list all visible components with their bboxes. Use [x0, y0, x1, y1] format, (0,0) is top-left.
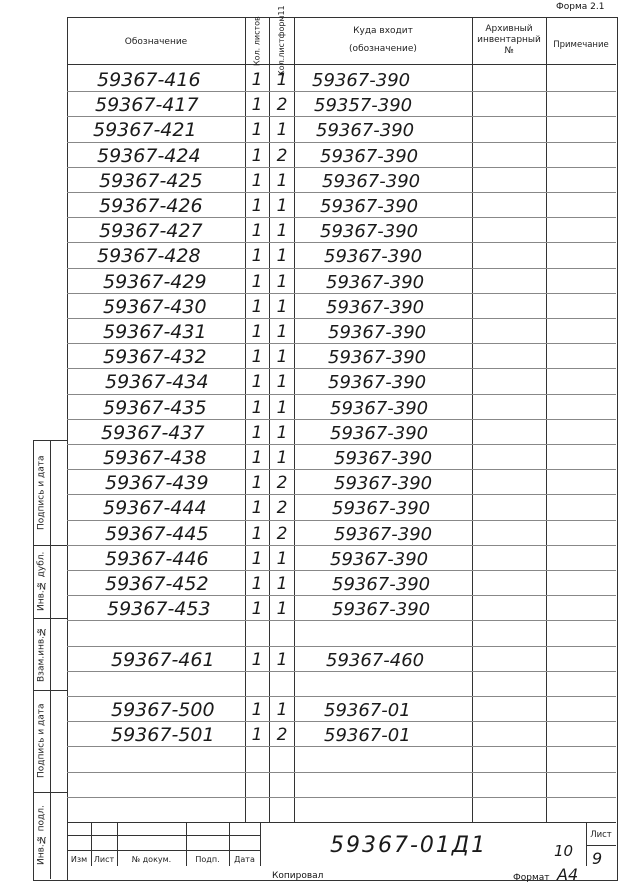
row-format: 1	[276, 322, 288, 342]
format-value: А4	[557, 865, 579, 884]
row-sheets: 1	[251, 246, 263, 266]
row-designation: 59367-430	[103, 296, 207, 318]
margin-number: 10	[554, 842, 574, 860]
row-goes-into: 59367-01	[324, 700, 411, 721]
row-goes-into: 59367-390	[332, 498, 431, 519]
table-row	[67, 296, 616, 318]
table-row	[67, 649, 616, 671]
tb-col-izm: Изм	[70, 855, 88, 864]
table-row	[67, 497, 616, 519]
row-goes-into: 59367-390	[320, 221, 419, 242]
row-goes-into: 59367-390	[334, 524, 433, 545]
row-format: 1	[276, 120, 288, 140]
row-format: 2	[276, 498, 288, 518]
row-sheets: 1	[251, 549, 263, 569]
row-designation: 59367-431	[103, 321, 207, 343]
row-designation: 59367-424	[97, 145, 201, 167]
row-sheets: 1	[251, 599, 263, 619]
row-sheets: 1	[251, 372, 263, 392]
row-sheets: 1	[251, 272, 263, 292]
row-sheets: 1	[251, 120, 263, 140]
row-sheets: 1	[251, 347, 263, 367]
row-sheets: 1	[251, 650, 263, 670]
table-row	[67, 422, 616, 444]
side-replace-inv: Взам.инв.№	[36, 625, 47, 683]
row-goes-into: 59367-390	[324, 246, 423, 267]
row-goes-into: 59367-390	[322, 171, 421, 192]
row-goes-into: 59367-390	[330, 549, 429, 570]
row-format: 1	[276, 599, 288, 619]
row-sheets: 1	[251, 171, 263, 191]
row-format: 1	[276, 549, 288, 569]
row-format: 2	[276, 725, 288, 745]
tb-col-doc: № докум.	[131, 855, 172, 864]
row-designation: 59367-461	[111, 649, 215, 671]
row-sheets: 1	[251, 473, 263, 493]
row-goes-into: 59367-390	[312, 70, 411, 91]
col-header-designation: Обозначение	[124, 37, 188, 47]
row-sheets: 1	[251, 398, 263, 418]
row-format: 1	[276, 398, 288, 418]
row-designation: 59367-428	[97, 245, 201, 267]
row-goes-into: 59367-01	[324, 725, 411, 746]
doc-number: 59367-01Д1	[330, 833, 488, 858]
col-header-goes-into-sub: (обозначение)	[349, 44, 417, 54]
row-designation: 59367-500	[111, 699, 215, 721]
row-designation: 59367-445	[105, 523, 209, 545]
row-designation: 59367-417	[95, 94, 199, 116]
table-row	[67, 724, 616, 746]
row-format: 1	[276, 221, 288, 241]
row-format: 1	[276, 347, 288, 367]
row-goes-into: 59367-390	[328, 372, 427, 393]
table-row	[67, 548, 616, 570]
form-label: Форма 2.1	[556, 2, 605, 12]
format-label: Формат	[513, 873, 550, 883]
row-format: 1	[276, 372, 288, 392]
row-sheets: 1	[251, 423, 263, 443]
table-row	[67, 674, 616, 696]
table-row	[67, 195, 616, 217]
row-sheets: 1	[251, 70, 263, 90]
row-sheets: 1	[251, 448, 263, 468]
sheet-label: Лист	[590, 830, 612, 840]
row-goes-into: 59367-390	[330, 423, 429, 444]
row-sheets: 1	[251, 95, 263, 115]
side-sign-date-top: Подпись и дата	[36, 455, 47, 530]
row-designation: 59367-435	[103, 397, 207, 419]
row-format: 1	[276, 272, 288, 292]
row-designation: 59367-446	[105, 548, 209, 570]
row-designation: 59367-425	[99, 170, 203, 192]
row-goes-into: 59367-390	[326, 297, 425, 318]
table-row	[67, 573, 616, 595]
row-format: 2	[276, 473, 288, 493]
row-sheets: 1	[251, 700, 263, 720]
table-row	[67, 371, 616, 393]
row-sheets: 1	[251, 221, 263, 241]
table-row	[67, 170, 616, 192]
row-sheets: 1	[251, 574, 263, 594]
row-format: 1	[276, 650, 288, 670]
row-format: 1	[276, 423, 288, 443]
side-inv-dup: Инв.№ дубл.	[36, 551, 47, 612]
table-row	[67, 245, 616, 267]
row-designation: 59367-452	[105, 573, 209, 595]
row-sheets: 1	[251, 196, 263, 216]
sheet-number: 9	[592, 849, 603, 868]
col-header-notes: Примечание	[553, 40, 609, 50]
row-sheets: 1	[251, 725, 263, 745]
row-format: 1	[276, 171, 288, 191]
row-designation: 59367-438	[103, 447, 207, 469]
row-sheets: 1	[251, 498, 263, 518]
row-format: 1	[276, 574, 288, 594]
row-goes-into: 59367-390	[330, 398, 429, 419]
table-row	[67, 472, 616, 494]
table-row	[67, 94, 616, 116]
row-sheets: 1	[251, 322, 263, 342]
table-row	[67, 69, 616, 91]
table-row	[67, 145, 616, 167]
row-designation: 59367-421	[93, 119, 197, 141]
table-row	[67, 699, 616, 721]
row-designation: 59367-429	[103, 271, 207, 293]
row-sheets: 1	[251, 524, 263, 544]
row-goes-into: 59367-460	[326, 650, 425, 671]
side-inv-orig: Инв.№ подл.	[36, 805, 47, 866]
row-designation: 59367-437	[101, 422, 205, 444]
tb-col-sign: Подп.	[195, 855, 220, 864]
row-format: 1	[276, 70, 288, 90]
table-row	[67, 346, 616, 368]
col-header-format: Кол.листформ11	[277, 5, 286, 77]
row-goes-into: 59367-390	[334, 473, 433, 494]
row-designation: 59367-439	[105, 472, 209, 494]
table-row	[67, 119, 616, 141]
tb-col-list: Лист	[93, 855, 115, 864]
row-goes-into: 59367-390	[328, 347, 427, 368]
row-format: 1	[276, 246, 288, 266]
row-format: 1	[276, 448, 288, 468]
tb-col-date: Дата	[234, 855, 255, 864]
copied-label: Копировал	[272, 871, 324, 881]
row-goes-into: 59367-390	[328, 322, 427, 343]
table-row	[67, 523, 616, 545]
row-format: 1	[276, 700, 288, 720]
side-sign-date-bottom: Подпись и дата	[36, 703, 47, 779]
row-goes-into: 59367-390	[334, 448, 433, 469]
row-designation: 59367-453	[107, 598, 211, 620]
row-format: 1	[276, 297, 288, 317]
table-row	[67, 321, 616, 343]
row-goes-into: 59367-390	[332, 574, 431, 595]
table-row	[67, 397, 616, 419]
table-row	[67, 598, 616, 620]
row-designation: 59367-427	[99, 220, 203, 242]
table-row	[67, 220, 616, 242]
row-designation: 59367-432	[103, 346, 207, 368]
table-row	[67, 623, 616, 645]
row-designation: 59367-444	[103, 497, 207, 519]
row-goes-into: 59367-390	[316, 120, 415, 141]
col-header-sheets: Кол. листов	[252, 16, 262, 66]
col-header-goes-into: Куда входит	[353, 26, 413, 36]
row-goes-into: 59357-390	[314, 95, 413, 116]
row-sheets: 1	[251, 146, 263, 166]
row-goes-into: 59367-390	[320, 196, 419, 217]
row-sheets: 1	[251, 297, 263, 317]
table-row	[67, 447, 616, 469]
row-designation: 59367-416	[97, 69, 201, 91]
row-format: 2	[276, 524, 288, 544]
row-goes-into: 59367-390	[332, 599, 431, 620]
row-format: 2	[276, 95, 288, 115]
row-designation: 59367-434	[105, 371, 209, 393]
row-format: 2	[276, 146, 288, 166]
row-format: 1	[276, 196, 288, 216]
row-designation: 59367-426	[99, 195, 203, 217]
row-goes-into: 59367-390	[320, 146, 419, 167]
table-row	[67, 271, 616, 293]
row-designation: 59367-501	[111, 724, 215, 746]
col-header-archive: Архивный инвентарный №	[477, 24, 541, 56]
row-goes-into: 59367-390	[326, 272, 425, 293]
